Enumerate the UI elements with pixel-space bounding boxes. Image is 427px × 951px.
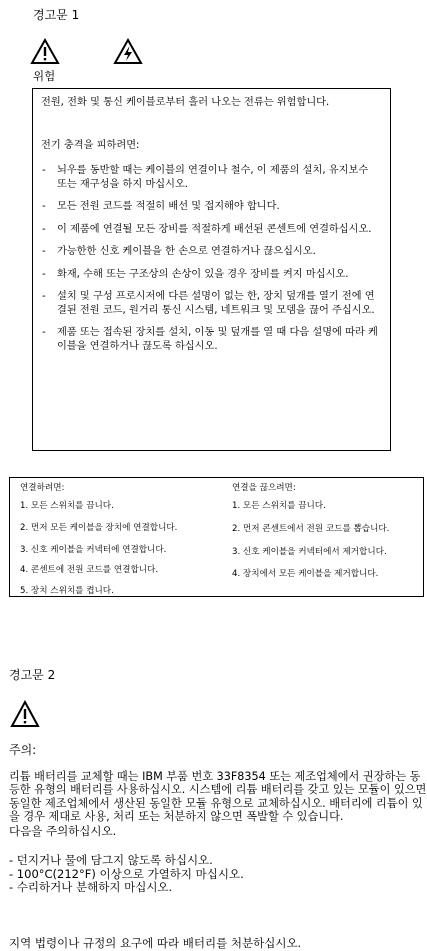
danger-lead: 전기 충격을 피하려면:	[41, 139, 140, 151]
caution-label: 주의:	[9, 743, 37, 757]
danger-list	[41, 164, 380, 353]
connect-step: 2. 먼저 모든 케이블을 장치에 연결합니다.	[20, 523, 178, 533]
disconnect-step: 3. 신호 케이블을 커넥터에서 제거합니다.	[232, 547, 387, 557]
hazard-icons	[30, 38, 143, 65]
list-item: - 가능한한 신호 케이블을 한 손으로 연결하거나 끊으십시오.	[42, 246, 316, 257]
danger-notice-box	[32, 88, 391, 451]
list-item: - 모든 전원 코드를 적절히 배선 및 접지해야 합니다.	[42, 201, 280, 212]
connect-step: 1. 모든 스위치를 끕니다.	[20, 501, 114, 511]
caution-list	[9, 854, 244, 895]
list-item: - 100°C(212°F) 이상으로 가열하지 마십시오.	[9, 866, 244, 881]
disposal-note: 지역 법령이나 규정의 요구에 따라 배터리를 처분하십시오.	[9, 936, 302, 950]
list-item: - 제품 또는 접속된 장치를 설치, 이동 및 덮개를 열 때 다음 설명에 따라 케이블을 연결하거나 끊도록 하십시오.	[42, 327, 378, 352]
disconnect-step: 2. 먼저 콘센트에서 전원 코드를 뽑습니다.	[232, 524, 390, 534]
statement-2-title: 경고문 2	[9, 668, 56, 682]
warning-triangle-icon	[10, 700, 40, 728]
warning-triangle-icon	[30, 38, 60, 65]
disconnect-step: 4. 장치에서 모든 케이블을 제거합니다.	[232, 569, 379, 579]
list-item: - 던지거나 물에 담그지 않도록 하십시오.	[9, 853, 213, 867]
caution-lead: 다음을 주의하십시오.	[9, 824, 117, 838]
connect-header: 연결하려면:	[20, 483, 65, 493]
caution-icon-wrap	[10, 700, 40, 732]
danger-intro: 전원, 전화 및 통신 케이블로부터 흘러 나오는 전류는 위험합니다.	[41, 97, 330, 108]
connect-step: 5. 장치 스위치를 켭니다.	[20, 586, 114, 596]
list-item: - 뇌우를 동반할 때는 케이블의 연결이나 철수, 이 제품의 설치, 유지보수 또는 재구성을 하지 마십시오.	[42, 165, 369, 190]
disconnect-header: 연결을 끊으려면:	[232, 483, 296, 493]
connect-step: 4. 콘센트에 전원 코드를 연결합니다.	[20, 565, 159, 575]
electrical-hazard-icon	[113, 38, 143, 65]
list-item: - 화재, 수해 또는 구조상의 손상이 있을 경우 장비를 켜지 마십시오.	[42, 268, 349, 280]
disconnect-step: 1. 모든 스위치를 끕니다.	[232, 501, 326, 511]
battery-paragraph: 리튬 배터리를 교체할 때는 IBM 부품 번호 33F8354 또는 제조업체에서 권장하는 동등한 유형의 배터리를 사용하십시오. 시스템에 리튬 배터리를 갖고 있는 모듈이 있으면 동일한 제조업체에서 생산된 동일한 모듈 유형으로 교체하십시오. 배터리에 리튬이 있을 경우 제대로 사용, 처리 또는 처분하지 않으면 폭발할 수 있습니다.	[9, 770, 427, 824]
list-item: - 이 제품에 연결될 모든 장비를 적절하게 배선된 콘센트에 연결하십시오.	[42, 223, 372, 235]
danger-label: 위험	[33, 69, 56, 83]
connect-step: 3. 신호 케이블을 커넥터에 연결합니다.	[20, 545, 167, 555]
list-item: - 수리하거나 분해하지 마십시오.	[9, 880, 173, 895]
statement-1-title: 경고문 1	[33, 8, 80, 22]
connect-disconnect-table	[9, 477, 424, 597]
list-item: - 설치 및 구성 프로시저에 다른 설명이 없는 한, 장치 덮개를 열기 전에 연결된 전원 코드, 원거리 통신 시스템, 네트워크 및 모뎀을 끊어 주십시오.	[42, 291, 375, 316]
